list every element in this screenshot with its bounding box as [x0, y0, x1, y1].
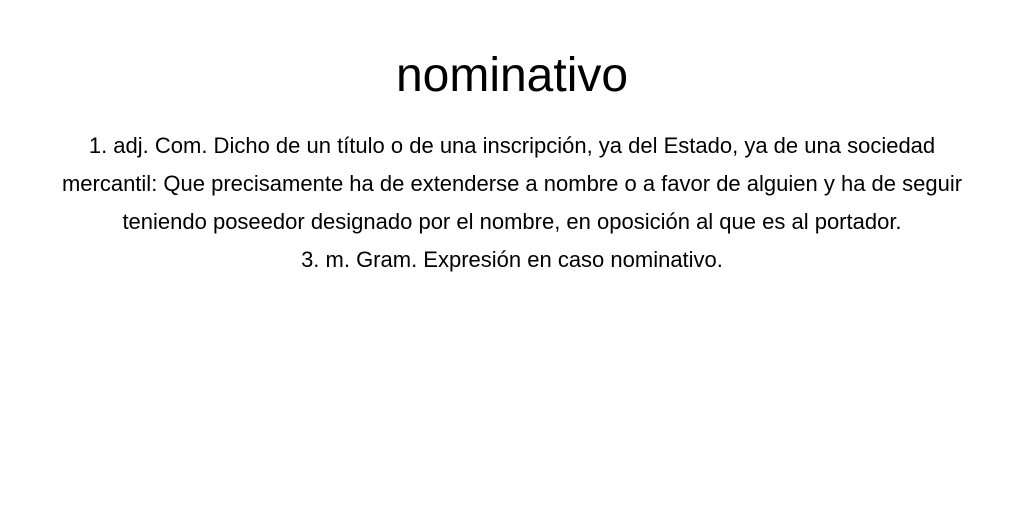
- entry-headword: nominativo: [395, 49, 629, 102]
- definition-3: 3. m. Gram. Expresión en caso nominativo.: [301, 247, 723, 272]
- definition-1: 1. adj. Com. Dicho de un título o de una inscripción, ya del Estado, ya de una sociedad mercantil: Que precisamente ha de extenderse a nombre o a favor de alguien y ha de seguir teniendo poseedor designado por el nombre, en oposición al que es al portador.: [61, 133, 963, 234]
- definition-list: [52, 127, 972, 279]
